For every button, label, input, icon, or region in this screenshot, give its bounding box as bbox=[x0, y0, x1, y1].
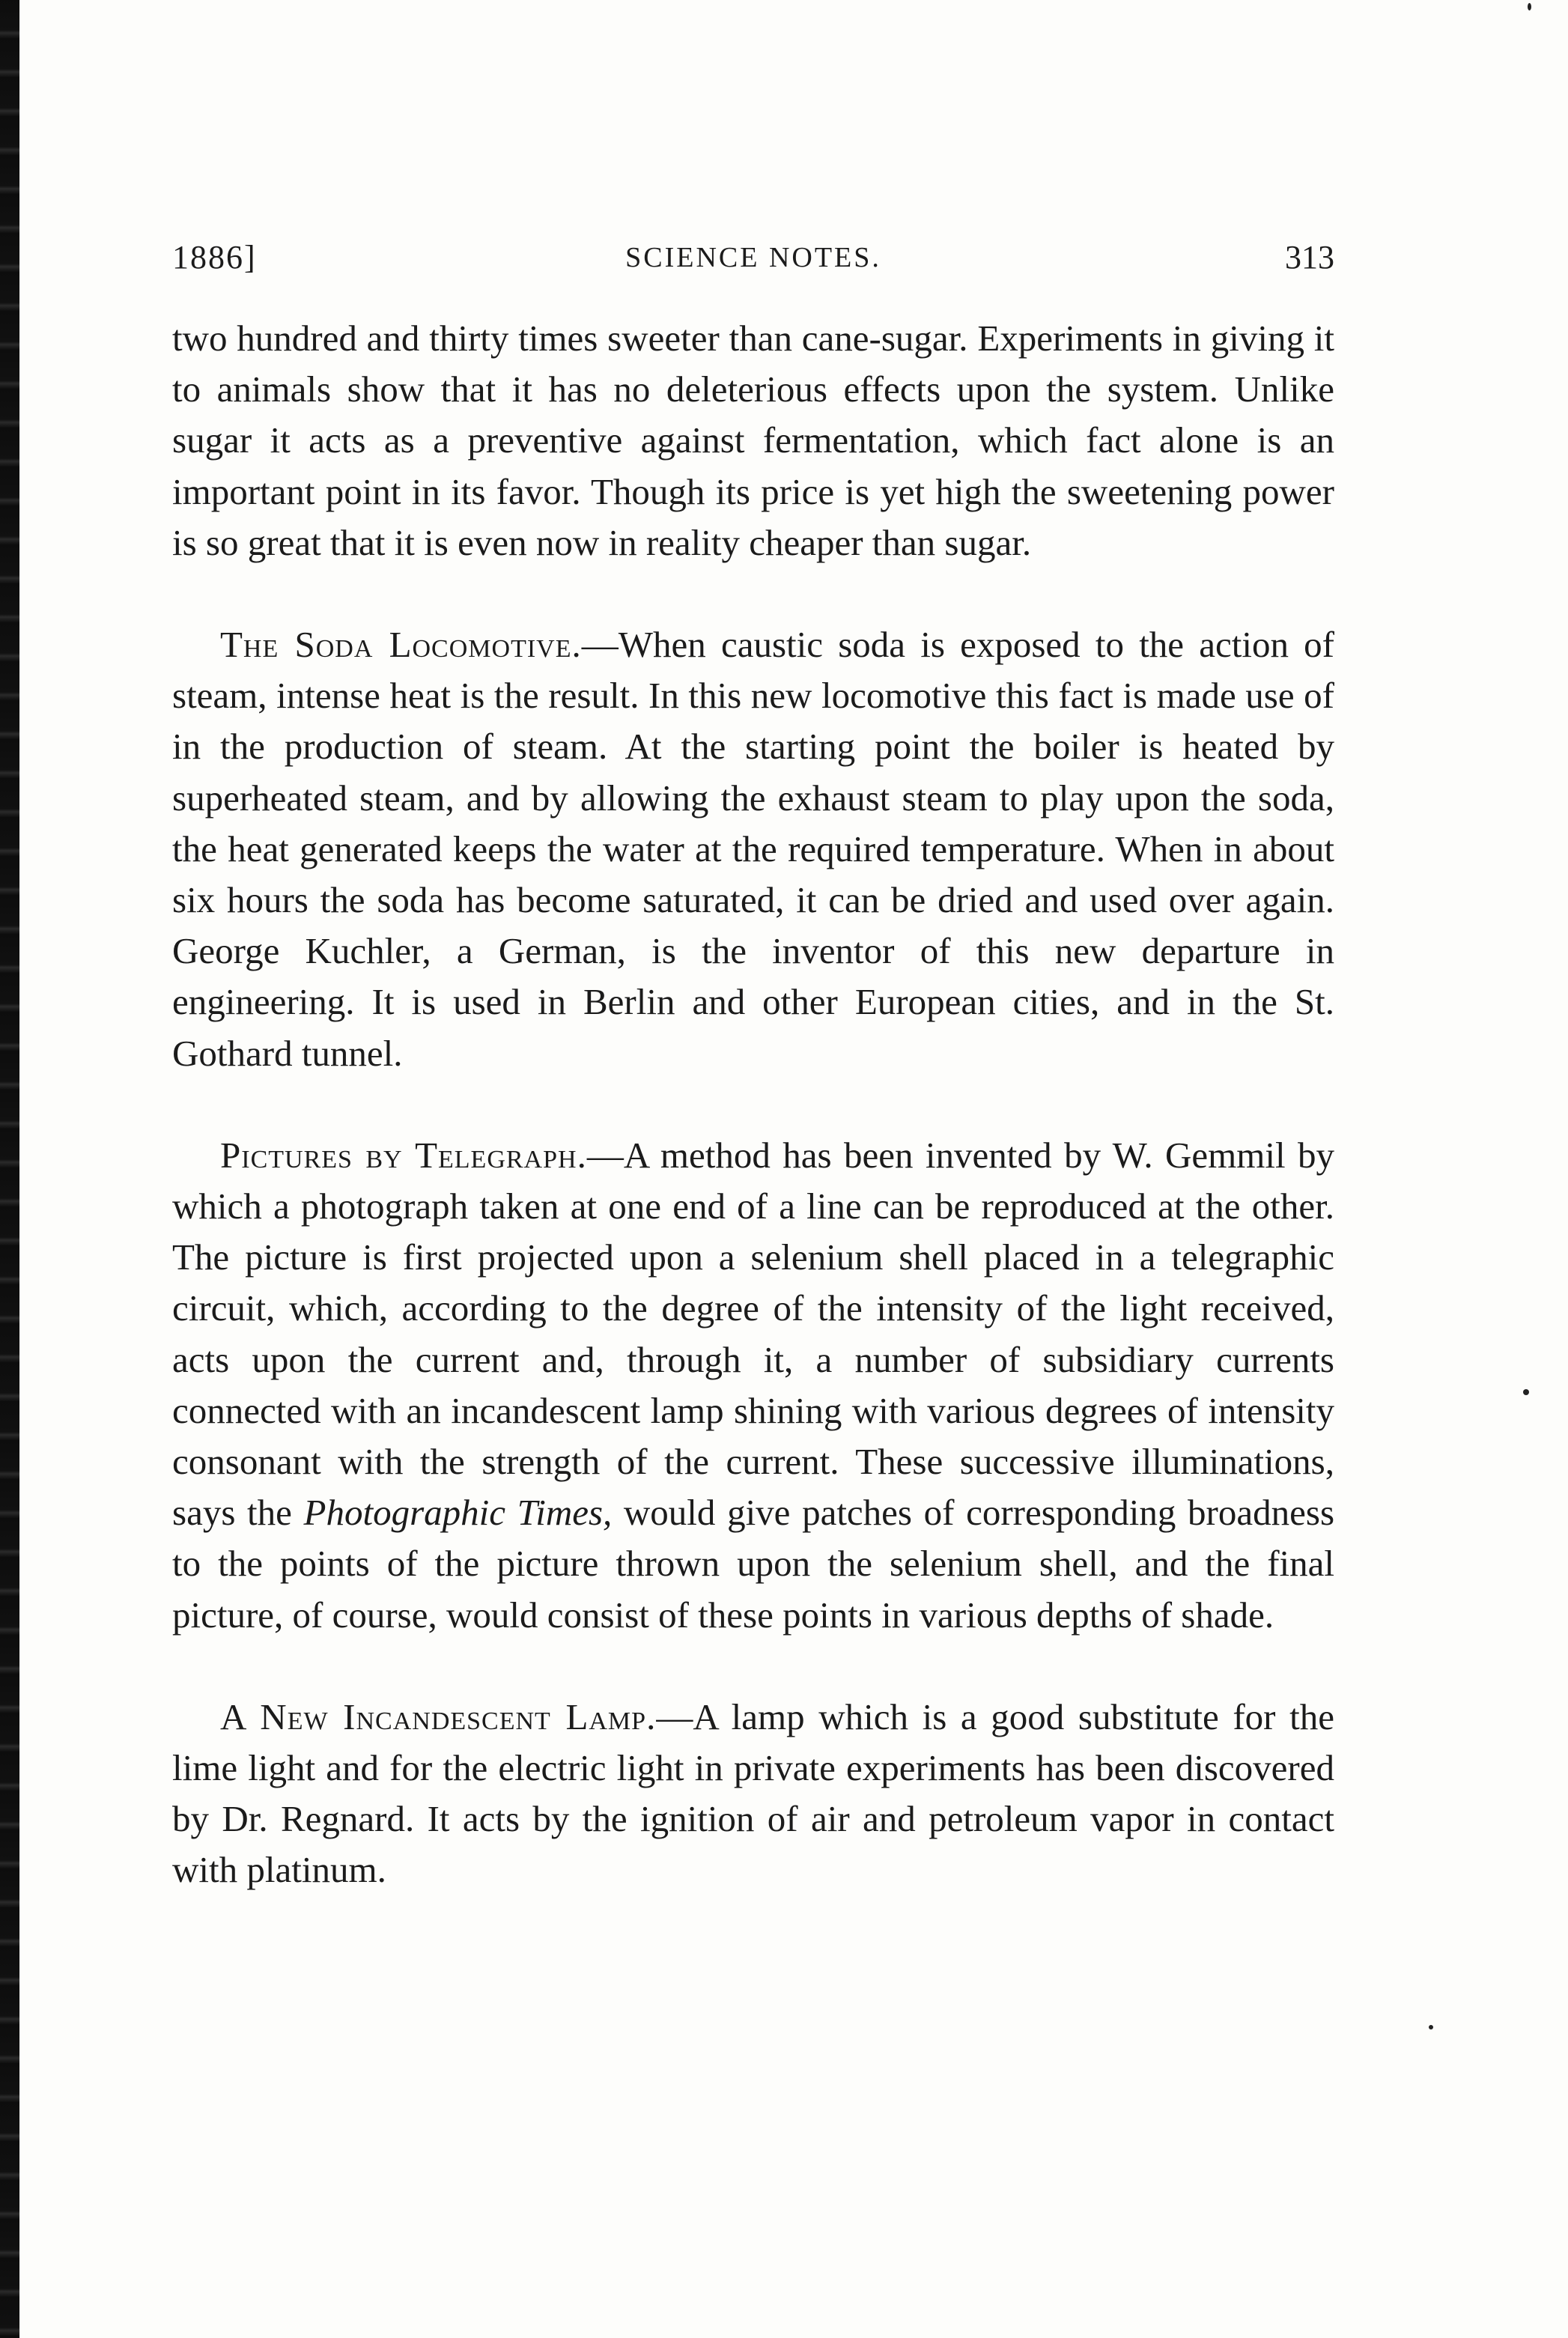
paragraph-text: When caustic soda is exposed to the action of steam, intense heat is the result. In this new locomotive this fact is made use of in the production of steam. At the starting point the boiler is heated by superheated steam, and by allowing the exhaust steam to play upon the soda, the heat generated keeps the water at the required temperature. When in about six hours the soda has become saturated, it can be dried and used over again. George Kuchler, a German, is the inventor of this new departure in engineering. It is used in Berlin and other European cities, and in the St. Gothard tunnel. bbox=[172, 624, 1334, 1074]
page-number: 313 bbox=[1285, 239, 1334, 276]
paragraph-text: A lamp which is a good substitute for the lime light and for the electric light in private experiments has been discovered by Dr. Regnard. It acts by the ignition of air and petroleum vapor in contact with platinum. bbox=[172, 1695, 1334, 1891]
section-heading: The Soda Locomotive. bbox=[220, 624, 582, 666]
paragraph-gap bbox=[172, 568, 1334, 619]
paragraph-sugar-continuation bbox=[172, 313, 1334, 568]
ink-speck bbox=[1429, 2025, 1433, 2029]
paragraph-text: two hundred and thirty times sweeter than cane-sugar. Experiments in giving it to animals show that it has no deleterious effects upon the system. Unlike sugar it acts as a preventive against fermentation, which fact alone is an important point in its favor. Though its price is yet high the sweetening power is so great that it is even now in reality cheaper than sugar. bbox=[172, 318, 1334, 563]
paragraph-gap bbox=[172, 1079, 1334, 1130]
ink-speck bbox=[1523, 1389, 1529, 1395]
section-heading: A New Incandescent Lamp. bbox=[220, 1695, 657, 1737]
ink-speck bbox=[1528, 3, 1531, 10]
running-title: SCIENCE NOTES. bbox=[625, 242, 881, 273]
page-binding-edge bbox=[0, 0, 19, 2338]
section-heading: Pictures by Telegraph. bbox=[220, 1134, 587, 1176]
em-dash: — bbox=[581, 624, 619, 666]
em-dash: — bbox=[586, 1134, 624, 1176]
paragraph-text: would give patches of corresponding broadness to the points of the picture thrown upon the selenium shell, and the final picture, of course, would consist of these points in various depths of shade. bbox=[172, 1492, 1335, 1636]
publication-title: Photographic Times, bbox=[303, 1492, 613, 1534]
article-body bbox=[172, 313, 1334, 1896]
paragraph-incandescent-lamp bbox=[172, 1692, 1334, 1896]
running-header bbox=[172, 238, 1334, 283]
paragraph-soda-locomotive bbox=[172, 619, 1334, 1079]
header-year: 1886] bbox=[172, 239, 257, 276]
paragraph-pictures-by-telegraph bbox=[172, 1130, 1334, 1641]
paragraph-gap bbox=[172, 1641, 1334, 1692]
paragraph-text: A method has been invented by W. Gemmil by which a photograph taken at one end of a line can be reproduced at the other. The picture is first projected upon a selenium shell placed in a telegraphic circuit, which, according to the degree of the intensity of the light received, acts upon the current and, through it, a number of subsidiary currents connected with an incandescent lamp shining with various degrees of intensity consonant with the strength of the current. These successive illuminations, says the bbox=[172, 1134, 1334, 1534]
em-dash: — bbox=[656, 1695, 693, 1737]
